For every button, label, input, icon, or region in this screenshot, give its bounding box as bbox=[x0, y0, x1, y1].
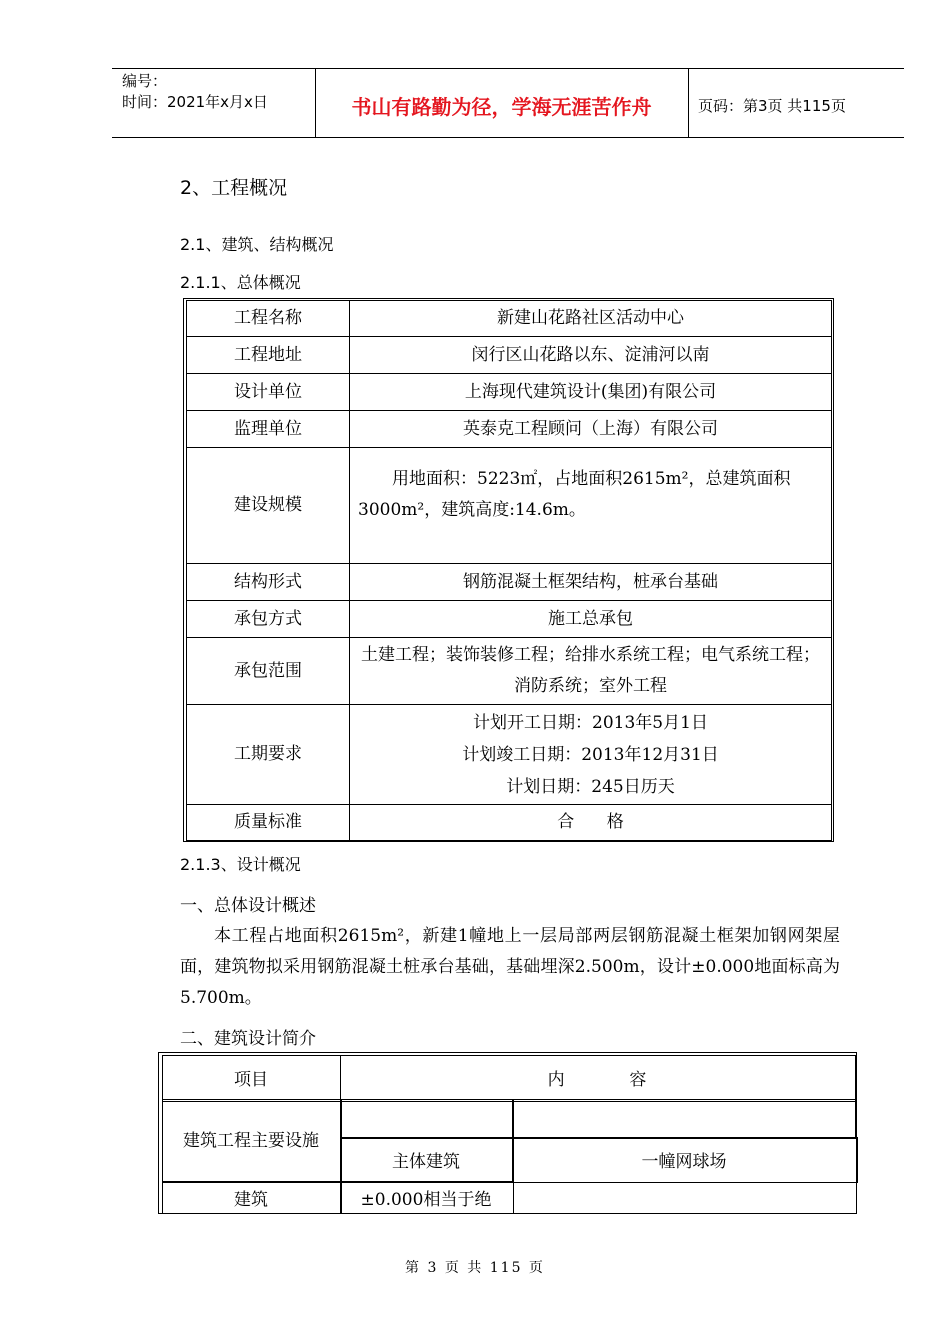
table-row bbox=[187, 374, 832, 411]
page-footer: 第 3 页 共 115 页 bbox=[405, 1260, 545, 1276]
row-label: 承包方式 bbox=[187, 601, 350, 638]
table-row bbox=[187, 301, 832, 337]
arch-row1-label: 建筑工程主要设施 bbox=[183, 1131, 319, 1151]
document-number-label: 编号： bbox=[122, 72, 168, 90]
table-row bbox=[187, 337, 832, 374]
arch-row2-value: ±0.000相当于绝 bbox=[360, 1190, 492, 1210]
header-motto: 书山有路勤为径，学海无涯苦作舟 bbox=[351, 95, 652, 119]
row-value: 钢筋混凝土框架结构，桩承台基础 bbox=[350, 564, 832, 601]
arch-row1-sub-value: 一幢网球场 bbox=[641, 1152, 727, 1172]
row-label: 质量标准 bbox=[187, 805, 350, 841]
arch-row1-sub-label: 主体建筑 bbox=[392, 1152, 460, 1172]
table-row bbox=[187, 564, 832, 601]
arch-header-item: 项目 bbox=[234, 1070, 268, 1090]
arch-row1-empty-cell bbox=[512, 1099, 856, 1139]
row-label: 承包范围 bbox=[187, 638, 350, 705]
header-page-info: 页码：第3页 共115页 bbox=[698, 97, 846, 115]
page-header bbox=[112, 68, 904, 138]
table-row bbox=[187, 448, 832, 564]
table-row bbox=[187, 805, 832, 841]
planned-duration: 计划日期：245日历天 bbox=[506, 776, 675, 797]
row-value: 土建工程；装饰装修工程；给排水系统工程；电气系统工程；消防系统；室外工程 bbox=[350, 638, 832, 705]
row-value: 合 格 bbox=[350, 805, 832, 841]
row-value: 英泰克工程顾问（上海）有限公司 bbox=[350, 411, 832, 448]
arch-header-content: 内 容 bbox=[547, 1070, 647, 1090]
arch-row2-label: 建筑 bbox=[234, 1190, 268, 1210]
row-label: 工程地址 bbox=[187, 337, 350, 374]
document-time-label: 时间：2021年x月x日 bbox=[122, 93, 268, 111]
subsubsection-title: 2.1.1、总体概况 bbox=[180, 273, 301, 292]
row-label: 监理单位 bbox=[187, 411, 350, 448]
row-value bbox=[350, 705, 832, 805]
row-label: 工程名称 bbox=[187, 301, 350, 337]
general-design-title: 一、总体设计概述 bbox=[180, 896, 316, 916]
table-row bbox=[187, 638, 832, 705]
table-row bbox=[187, 601, 832, 638]
header-meta bbox=[122, 71, 268, 113]
design-title: 2.1.3、设计概况 bbox=[180, 855, 301, 874]
table-row bbox=[187, 705, 832, 805]
planned-start-date: 计划开工日期：2013年5月1日 bbox=[473, 712, 708, 733]
row-value: 上海现代建筑设计(集团)有限公司 bbox=[350, 374, 832, 411]
row-value: 闵行区山花路以东、淀浦河以南 bbox=[350, 337, 832, 374]
planned-completion-date: 计划竣工日期：2013年12月31日 bbox=[462, 744, 719, 765]
row-value: 用地面积：5223㎡，占地面积2615m²，总建筑面积3000m²，建筑高度:14.6m。 bbox=[350, 448, 832, 564]
row-label: 建设规模 bbox=[187, 448, 350, 564]
row-label: 结构形式 bbox=[187, 564, 350, 601]
header-divider bbox=[688, 69, 689, 137]
row-label: 工期要求 bbox=[187, 705, 350, 805]
row-label: 设计单位 bbox=[187, 374, 350, 411]
general-design-text: 本工程占地面积2615m²，新建1幢地上一层局部两层钢筋混凝土框架加钢网架屋面，建筑物拟采用钢筋混凝土桩承台基础，基础埋深2.500m，设计±0.000地面标高为5.700m。 bbox=[180, 926, 840, 1008]
arch-row1-empty-cell bbox=[340, 1099, 514, 1139]
overview-table bbox=[186, 300, 832, 841]
arch-design-title: 二、建筑设计简介 bbox=[180, 1029, 316, 1049]
subsection-title: 2.1、建筑、结构概况 bbox=[180, 235, 334, 254]
row-value: 新建山花路社区活动中心 bbox=[350, 301, 832, 337]
section-title: 2、工程概况 bbox=[180, 177, 288, 199]
table-row bbox=[187, 411, 832, 448]
row-value: 施工总承包 bbox=[350, 601, 832, 638]
